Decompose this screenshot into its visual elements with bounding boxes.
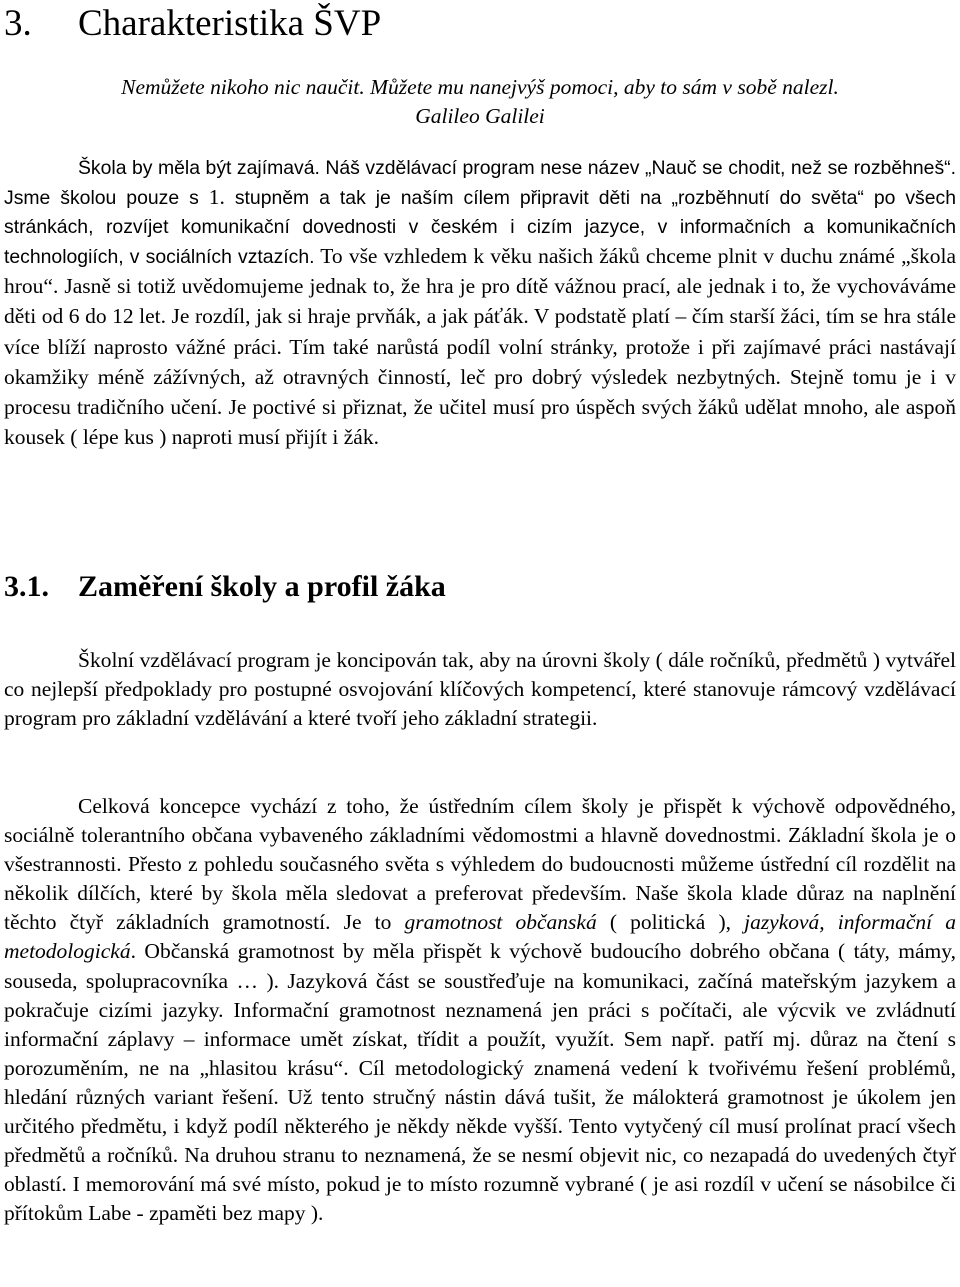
section-p2-text-c: . Občanská gramotnost by měla přispět k výchově budoucího dobrého občana ( táty, mámy, souseda, spolupracovníka … ). Jazyková část se soustřeďuje na komunikaci, začíná mateřským jazykem a pokračuje cizími jazyky. Informační gramotnost neznamená jen práci s počítači, ale výcvik ve zvládnutí informační záplavy – informace umět získat, třídit a použít, využít. Sem např. patří mj. důraz na čtení s porozuměním, ne na „hlasitou krásu“. Cíl metodologický znamená vedení k tvořivému řešení problémů, hledání různých variant řešení. Už tento stručný nástin dává tušit, že málokterá gramotnost je úkolem jen určitého předmětu, i když podíl některého je někdy někde vyšší. Tento vytyčený cíl musí prolínat prací všech předmětů a ročníků. Na druhou stranu to neznamená, že se nesmí objevit nic, co nezapadá do uvedených čtyř oblastí. I memorování má své místo, pokud je to místo rozumně vybrané ( je asi rozdíl v učení se násobilce či přítokům Labe - zpaměti bez mapy ). xyxy=(4,939,956,1226)
intro-text-2: 1. xyxy=(208,185,235,210)
section-p2-italic-1: gramotnost občanská xyxy=(404,910,597,935)
section-p2-italic-2: jazyková, informační a metodologická xyxy=(4,910,957,964)
chapter-heading xyxy=(4,2,381,46)
section-p2-text-b: ( politická ), xyxy=(596,910,745,935)
motto xyxy=(4,73,956,131)
intro-text-1: Škola by měla být zajímavá. Náš vzdělávací program nese název „Nauč se chodit, než se rozběhneš“. Jsme školou pouze s xyxy=(4,157,956,210)
section-heading xyxy=(4,567,446,607)
section-paragraph-2 xyxy=(4,792,956,1228)
intro-text-3: stupněm a tak je naším cílem připravit děti na „rozběhnutí do světa“ po všech stránkách, rozvíjet komunikační dovednosti v českém i cizím jazyce, v informačních a komunikačních technologiích, v sociálních vztazích. xyxy=(4,187,957,269)
chapter-title: Charakteristika ŠVP xyxy=(78,3,382,44)
section-number: 3.1. xyxy=(4,570,49,603)
motto-author: Galileo Galilei xyxy=(415,104,545,128)
intro-paragraph xyxy=(4,154,956,453)
section-title: Zaměření školy a profil žáka xyxy=(78,570,446,603)
intro-text-4: To vše vzhledem k věku našich žáků chceme plnit v duchu známé „škola hrou“. Jasně si totiž uvědomujeme jednak to, že hra je pro dítě vážnou prací, ale jednak i to, že vychováváme děti od 6 do 12 let. Je rozdíl, jak si hraje prvňák, a jak páťák. V podstatě platí – čím starší žáci, tím se hra stále více blíží naprosto vážné práci. Tím také narůstá podíl volní stránky, protože i při zajímavé práci nastávají okamžiky méně zážívných, až otravných činností, leč pro dobrý výsledek nezbytných. Stejně tomu je i v procesu tradičního učení. Je poctivé si přiznat, že učitel musí pro úspěch svých žáků udělat mnoho, ale aspoň kousek ( lépe kus ) naproti musí přijít i žák. xyxy=(4,244,956,449)
motto-quote: Nemůžete nikoho nic naučit. Můžete mu nanejvýš pomoci, aby to sám v sobě nalezl. xyxy=(121,75,839,99)
section-p1-text: Školní vzdělávací program je koncipován tak, aby na úrovni školy ( dále ročníků, předmětů ) vytvářel co nejlepší předpoklady pro postupné osvojování klíčových kompetencí, které stanovuje rámcový vzdělávací program pro základní vzdělávání a které tvoří jeho základní strategii. xyxy=(4,648,956,731)
section-paragraph-1 xyxy=(4,646,956,733)
section-p2-text-a: Celková koncepce vychází z toho, že ústředním cílem školy je přispět k výchově odpovědného, sociálně tolerantního občana vybaveného základními vědomostmi a hlavně dovednostmi. Základní škola je o všestrannosti. Přesto z pohledu současného světa s výhledem do budoucnosti můžeme ústřední cíl rozdělit na několik dílčích, které by škola měla sledovat a preferovat především. Naše škola klade důraz na naplnění těchto čtyř základních gramotností. Je to xyxy=(4,794,956,935)
chapter-number: 3. xyxy=(4,3,32,44)
